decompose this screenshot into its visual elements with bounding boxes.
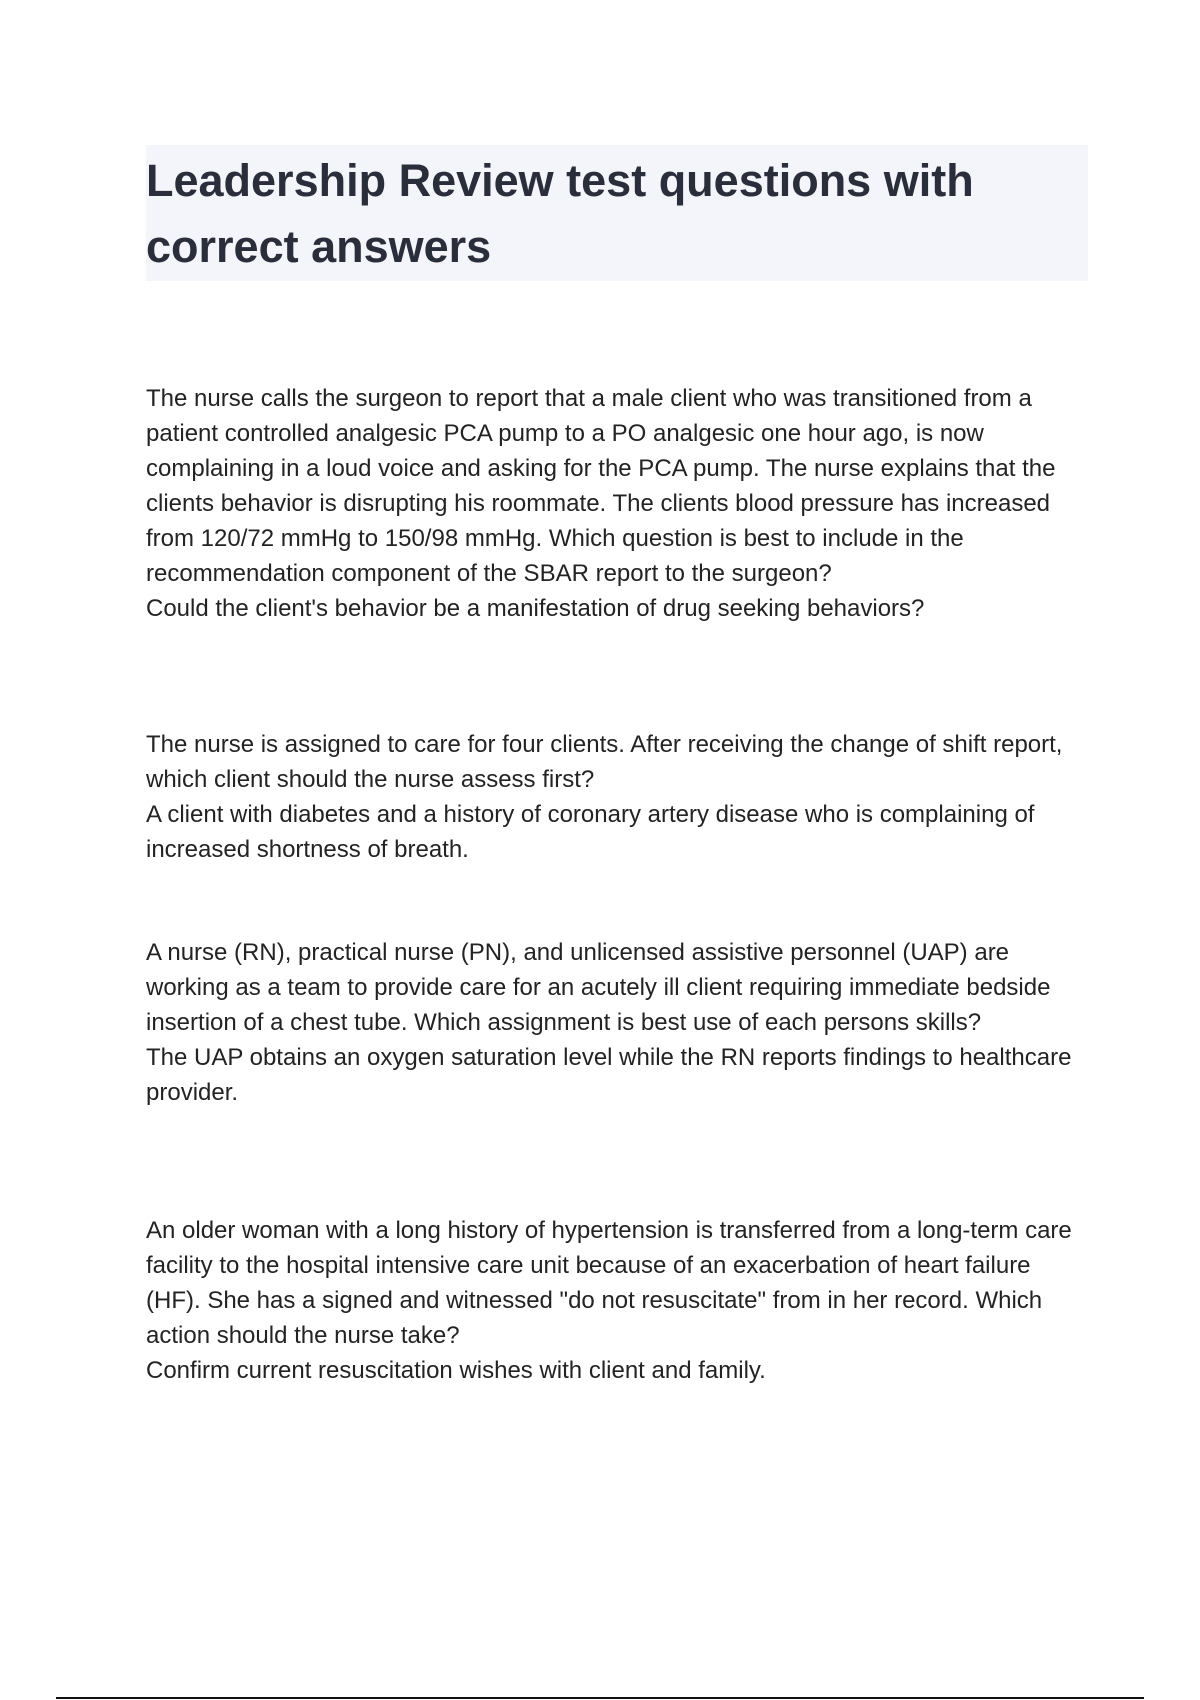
answer-3: The UAP obtains an oxygen saturation level while the RN reports findings to healthcare provider.	[146, 1044, 1072, 1106]
answer-4: Confirm current resuscitation wishes with client and family.	[146, 1357, 766, 1384]
answer-2: A client with diabetes and a history of coronary artery disease who is complaining of increased shortness of breath.	[146, 801, 1035, 863]
qa-item-2	[146, 727, 1091, 867]
qa-item-4	[146, 1213, 1091, 1388]
qa-item-1	[146, 381, 1091, 626]
qa-item-3	[146, 935, 1091, 1110]
question-1: The nurse calls the surgeon to report that a male client who was transitioned from a patient controlled analgesic PCA pump to a PO analgesic one hour ago, is now complaining in a loud voice and asking for the PCA pump. The nurse explains that the clients behavior is disrupting his roommate. The clients blood pressure has increased from 120/72 mmHg to 150/98 mmHg. Which question is best to include in the recommendation component of the SBAR report to the surgeon?	[146, 385, 1056, 587]
answer-1: Could the client's behavior be a manifestation of drug seeking behaviors?	[146, 595, 925, 622]
question-4: An older woman with a long history of hypertension is transferred from a long-term care facility to the hospital intensive care unit because of an exacerbation of heart failure (HF). She has a signed and witnessed "do not resuscitate" from in her record. Which action should the nurse take?	[146, 1217, 1072, 1349]
question-2: The nurse is assigned to care for four clients. After receiving the change of shift report, which client should the nurse assess first?	[146, 731, 1063, 793]
title-banner	[146, 145, 1088, 281]
footer-divider	[56, 1697, 1144, 1699]
question-3: A nurse (RN), practical nurse (PN), and unlicensed assistive personnel (UAP) are working as a team to provide care for an acutely ill client requiring immediate bedside insertion of a chest tube. Which assignment is best use of each persons skills?	[146, 939, 1051, 1036]
document-title: Leadership Review test questions with correct answers	[146, 155, 974, 272]
